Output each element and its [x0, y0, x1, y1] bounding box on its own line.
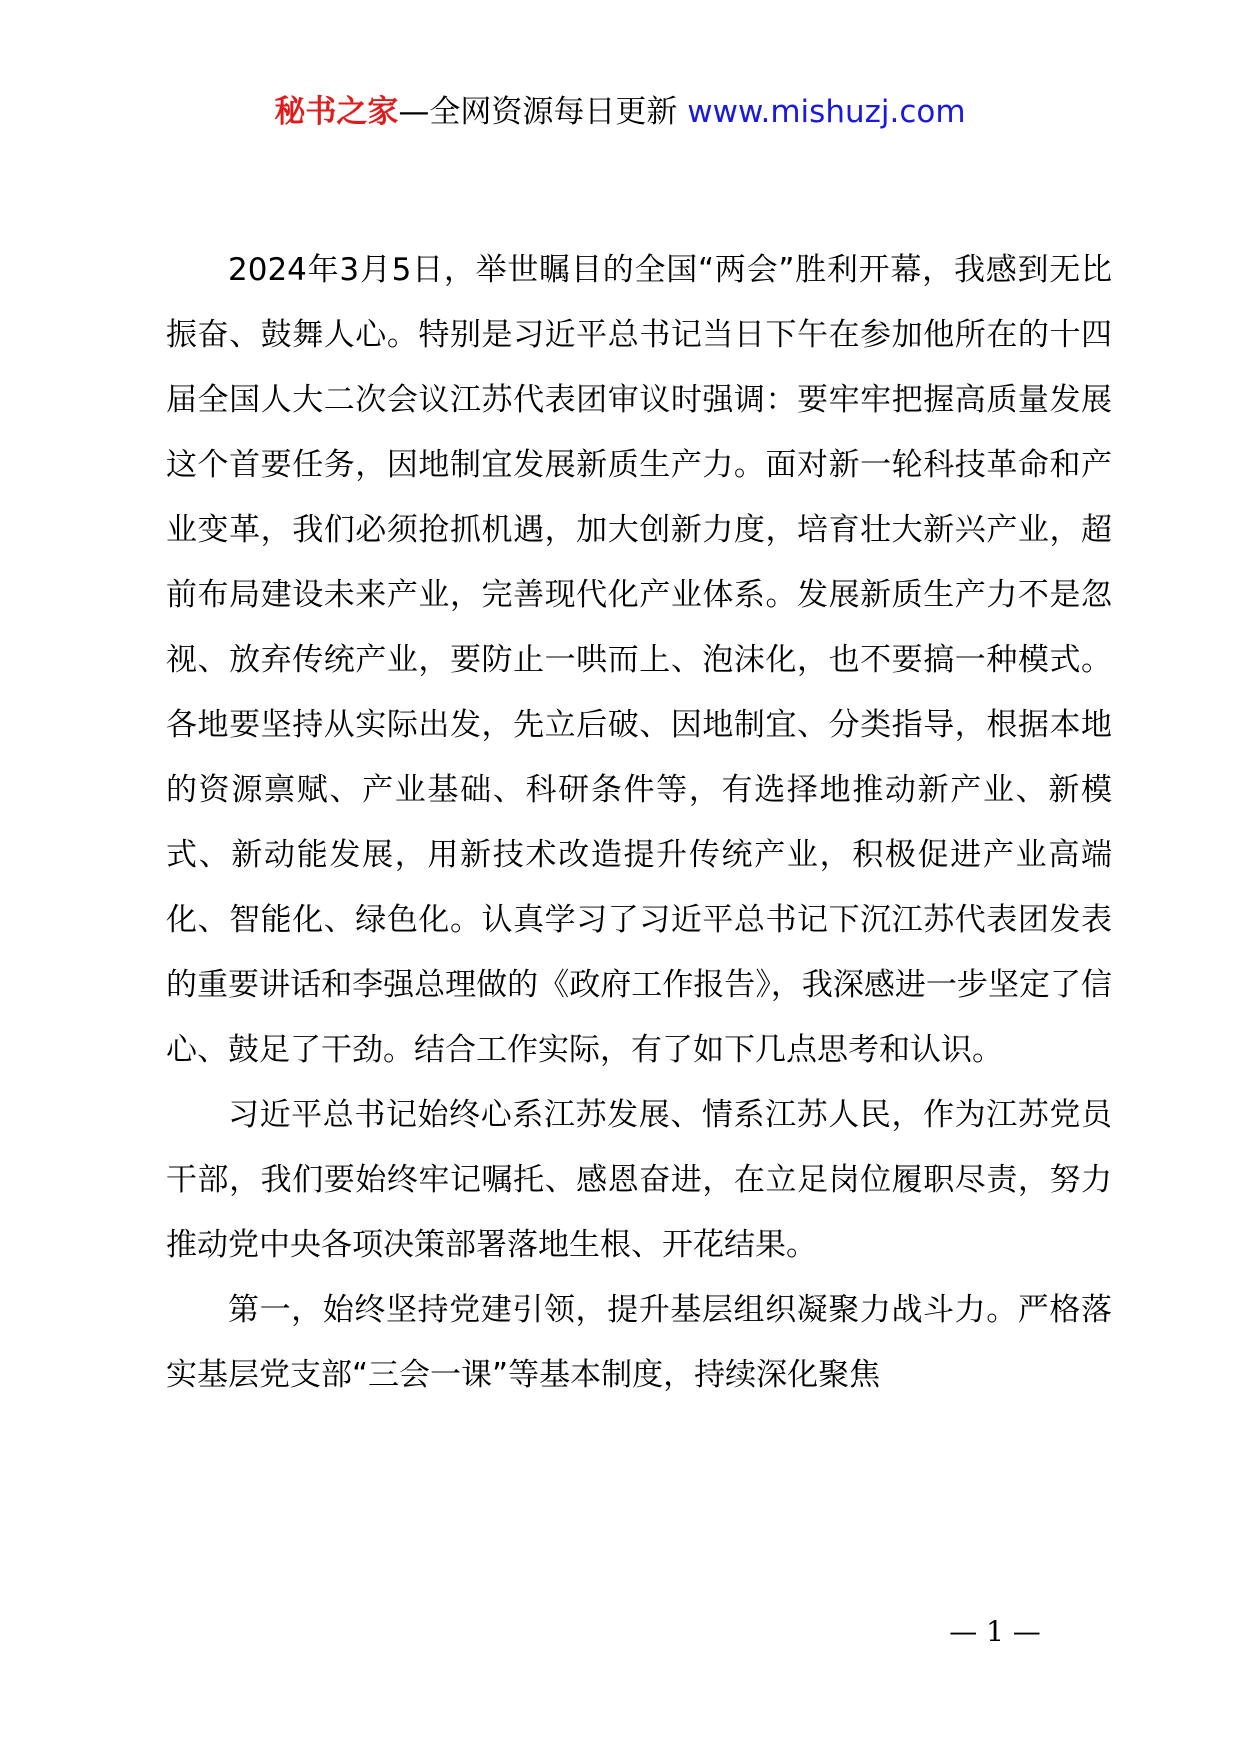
site-tagline: —全网资源每日更新	[398, 94, 678, 130]
site-brand: 秘书之家	[274, 94, 399, 130]
page-number: — 1 —	[949, 1615, 1041, 1648]
site-header	[0, 92, 1240, 132]
paragraph: 第一，始终坚持党建引领，提升基层组织凝聚力战斗力。严格落实基层党支部“三会一课”等基本制度，持续深化聚焦	[166, 1292, 1112, 1393]
document-body	[166, 238, 1112, 1408]
site-url-link[interactable]: www.mishuzj.com	[687, 94, 966, 130]
paragraph: 2024年3月5日，举世瞩目的全国“两会”胜利开幕，我感到无比振奋、鼓舞人心。特别是习近平总书记当日下午在参加他所在的十四届全国人大二次会议江苏代表团审议时强调：要牢牢把握高质量发展这个首要任务，因地制宜发展新质生产力。面对新一轮科技革命和产业变革，我们必须抢抓机遇，加大创新力度，培育壮大新兴产业，超前布局建设未来产业，完善现代化产业体系。发展新质生产力不是忽视、放弃传统产业，要防止一哄而上、泡沫化，也不要搞一种模式。各地要坚持从实际出发，先立后破、因地制宜、分类指导，根据本地的资源禀赋、产业基础、科研条件等，有选择地推动新产业、新模式、新动能发展，用新技术改造提升传统产业，积极促进产业高端化、智能化、绿色化。认真学习了习近平总书记下沉江苏代表团发表的重要讲话和李强总理做的《政府工作报告》，我深感进一步坚定了信心、鼓足了干劲。结合工作实际，有了如下几点思考和认识。	[166, 252, 1112, 1068]
paragraph: 习近平总书记始终心系江苏发展、情系江苏人民，作为江苏党员干部，我们要始终牢记嘱托、感恩奋进，在立足岗位履职尽责，努力推动党中央各项决策部署落地生根、开花结果。	[166, 1097, 1112, 1263]
